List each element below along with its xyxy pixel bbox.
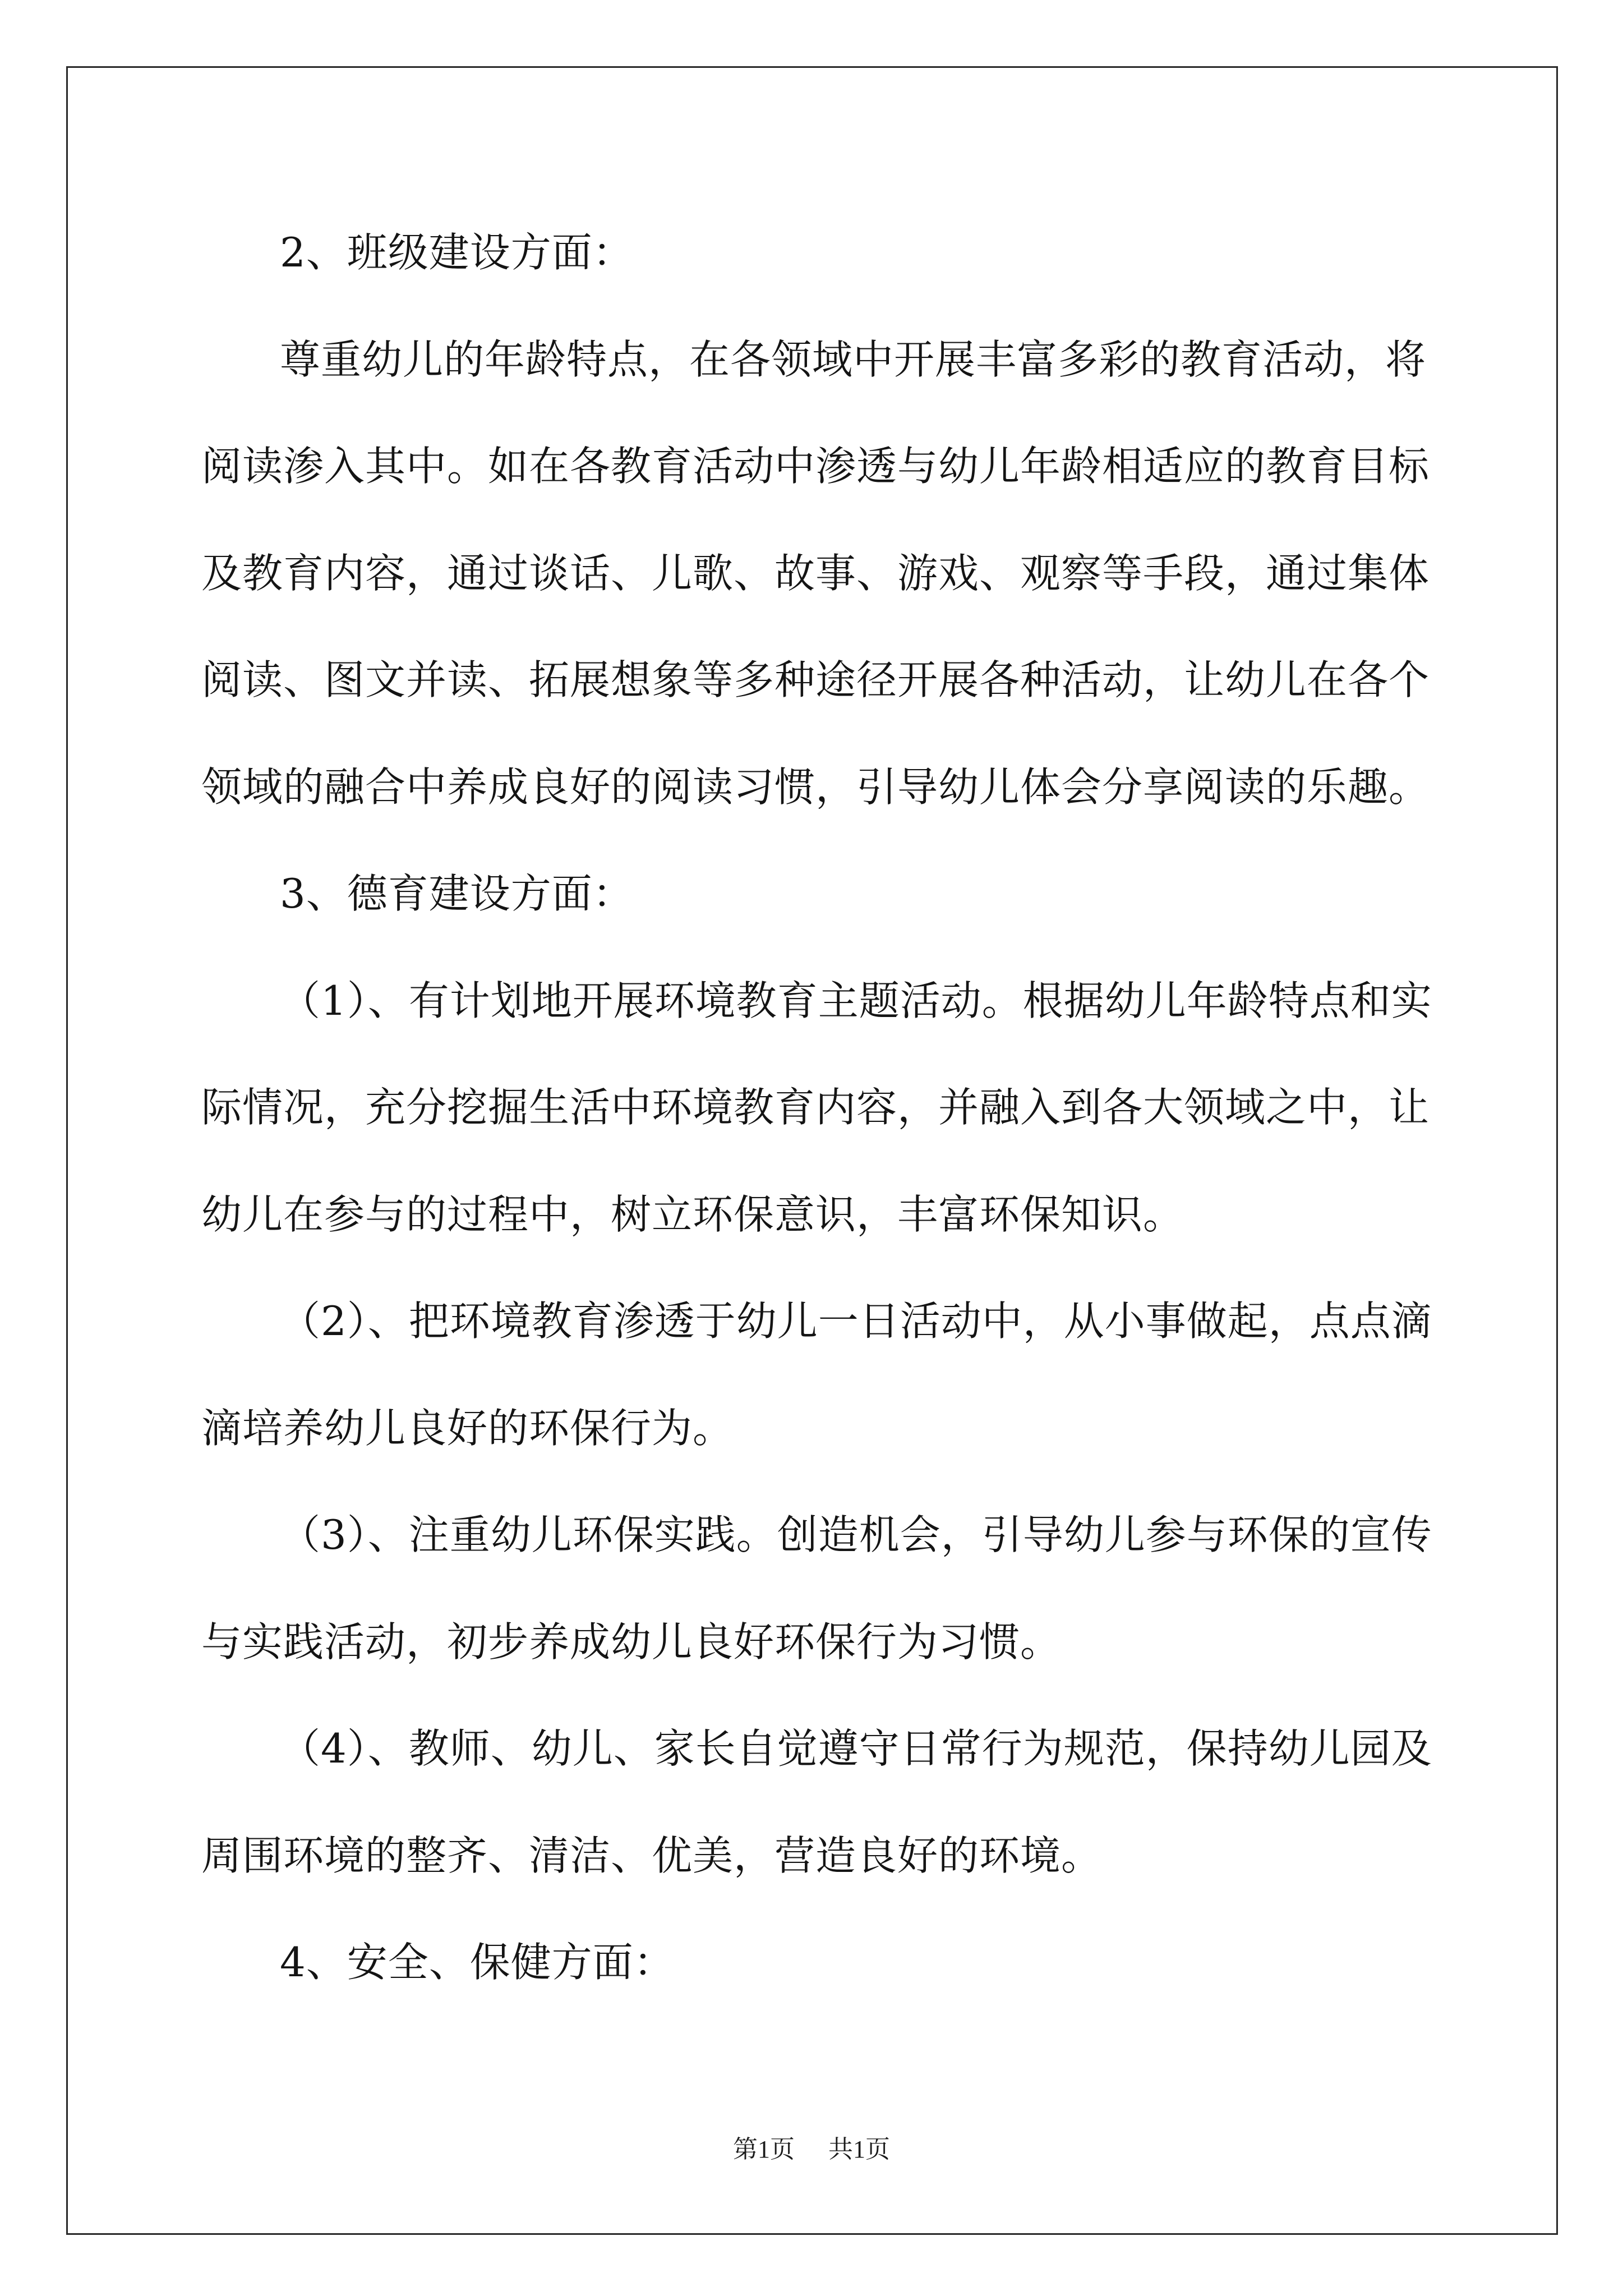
paragraph-line: 幼儿在参与的过程中，树立环保意识，丰富环保知识。 (201, 1190, 1184, 1238)
section (201, 199, 1491, 840)
paragraph-line: 及教育内容，通过谈话、儿歌、故事、游戏、观察等手段，通过集体 (201, 549, 1430, 597)
paragraph-line: （4）、教师、幼儿、家长自觉遵守日常行为规范，保持幼儿园及 (280, 1725, 1432, 1772)
paragraph-line: 阅读渗入其中。如在各教育活动中渗透与幼儿年龄相适应的教育目标 (201, 443, 1430, 490)
document-body (201, 199, 1491, 2016)
section-heading: 3、德育建设方面： (280, 870, 634, 917)
paragraph-line: （3）、注重幼儿环保实践。创造机会，引导幼儿参与环保的宣传 (280, 1511, 1432, 1558)
section (201, 1909, 1491, 2016)
section (201, 840, 1491, 1909)
paragraph-line: （1）、有计划地开展环境教育主题活动。根据幼儿年龄特点和实 (280, 977, 1432, 1024)
paragraph (201, 1481, 1491, 1695)
paragraph (201, 947, 1491, 1268)
paragraph-line: 与实践活动，初步养成幼儿良好环保行为习惯。 (201, 1618, 1062, 1665)
paragraph (201, 1695, 1491, 1909)
paragraph (201, 1268, 1491, 1481)
paragraph-line: 尊重幼儿的年龄特点，在各领域中开展丰富多彩的教育活动，将 (280, 335, 1427, 383)
section-heading: 2、班级建设方面： (280, 229, 634, 276)
paragraph-line: 领域的融合中养成良好的阅读习惯，引导幼儿体会分享阅读的乐趣。 (201, 763, 1430, 811)
paragraph-line: 周围环境的整齐、清洁、优美，营造良好的环境。 (201, 1832, 1103, 1879)
paragraph-line: 际情况，充分挖掘生活中环境教育内容，并融入到各大领域之中，让 (201, 1084, 1430, 1131)
page-footer (0, 2132, 1623, 2168)
page-total: 共1页 (828, 2136, 890, 2163)
paragraph-line: 阅读、图文并读、拓展想象等多种途径开展各种活动，让幼儿在各个 (201, 656, 1430, 703)
section-heading: 4、安全、保健方面： (280, 1939, 675, 1986)
paragraph (201, 306, 1491, 841)
paragraph-line: （2）、把环境教育渗透于幼儿一日活动中，从小事做起，点点滴 (280, 1297, 1432, 1345)
page-number: 第1页 (733, 2136, 795, 2163)
paragraph-line: 滴培养幼儿良好的环保行为。 (201, 1404, 734, 1452)
